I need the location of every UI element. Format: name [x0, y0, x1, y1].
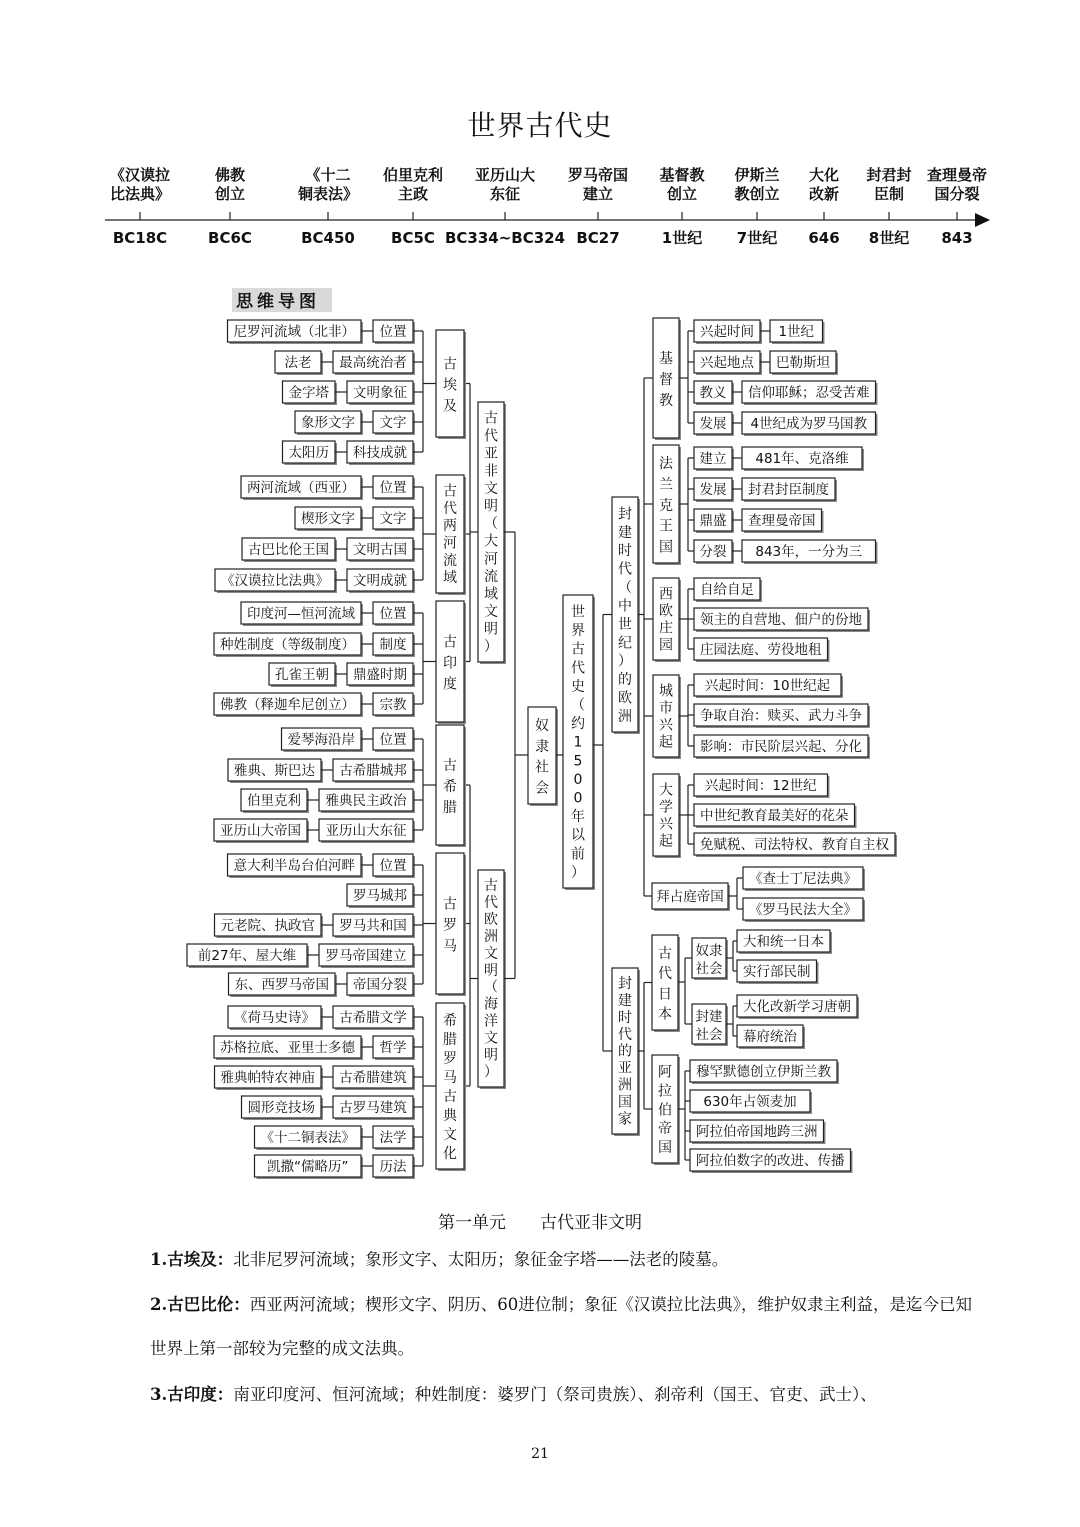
- subtopic: [692, 1004, 728, 1046]
- unit-title: 第一单元 古代亚非文明: [438, 1213, 642, 1233]
- timeline: [0, 150, 1080, 260]
- item-key-text: 位置: [379, 732, 407, 748]
- topic-1: [653, 445, 681, 565]
- mindmap-header: [232, 288, 332, 312]
- item-key: [319, 789, 415, 813]
- item-value: [743, 867, 865, 891]
- topic-3-text: 城市兴起: [659, 683, 673, 751]
- item-value: [690, 1149, 853, 1173]
- item-value: [269, 663, 337, 687]
- item-key-text: 古希腊城邦: [339, 763, 407, 779]
- item-value: [694, 833, 897, 857]
- timeline-event: [208, 166, 252, 247]
- paragraph-text: 北非尼罗河流域；象形文字、太阳历；象征金字塔——法老的陵墓。: [233, 1250, 729, 1269]
- item-key: [347, 441, 415, 465]
- item-value: [214, 819, 309, 843]
- item-value-text: 雅典帕特农神庙: [220, 1070, 315, 1086]
- item-value-text: 圆形竞技场: [247, 1100, 315, 1116]
- item-key: [319, 819, 415, 843]
- item-value: [228, 320, 364, 344]
- timeline-event-date: BC27: [576, 229, 620, 247]
- item-value-text: 481年、克洛维: [755, 451, 849, 467]
- topic-1-text: 法兰克王国: [659, 456, 673, 556]
- item-value-text: 免赋税、司法特权、教育自主权: [700, 837, 889, 853]
- paragraph-text: 西亚两河流域；楔形文字、阴历、60进位制；象征《汉谟拉比法典》，维护奴隶主利益，是迄今已知世界上第一部较为完整的成文法典。: [150, 1295, 972, 1358]
- item-value-text: 巴勒斯坦: [776, 355, 830, 371]
- item-key: [373, 854, 415, 878]
- item-value: [229, 973, 338, 997]
- civ-0-1: [436, 475, 466, 595]
- item-value: [742, 447, 864, 471]
- item-value: [770, 351, 838, 375]
- item-key: [694, 320, 762, 344]
- item-value: [295, 507, 363, 531]
- item-key: [373, 411, 415, 435]
- item-value: [255, 1126, 364, 1150]
- branch-left-0: [478, 402, 506, 664]
- item-value-text: 意大利半岛台伯河畔: [233, 858, 355, 874]
- item-key-text: 分裂: [699, 544, 727, 560]
- item-key-text: 兴起时间: [700, 324, 754, 340]
- subtopic-text-1: 封建: [695, 1009, 723, 1025]
- civ-1-2: [436, 1003, 466, 1171]
- item-value-text: 兴起时间：12世纪: [704, 778, 817, 794]
- paragraph-egypt: [150, 1238, 980, 1282]
- item-key-text: 罗马帝国建立: [325, 948, 407, 964]
- item-value-text: 封君封臣制度: [748, 482, 829, 498]
- item-value: [228, 1006, 323, 1030]
- item-key-text: 位置: [379, 858, 407, 874]
- item-value-text: 1世纪: [778, 324, 815, 340]
- item-key: [333, 914, 415, 938]
- civ-1-0: [436, 725, 466, 847]
- paragraph-label: 2.古巴比伦：: [150, 1295, 250, 1314]
- paragraph-label: 1.古埃及：: [150, 1250, 234, 1269]
- item-key-text: 法学: [379, 1130, 407, 1146]
- timeline-event-label: 伯里克利: [382, 166, 444, 184]
- timeline-event-label: 佛教: [214, 166, 246, 184]
- timeline-event: [110, 166, 170, 247]
- item-key: [347, 663, 415, 687]
- item-value-text: 兴起时间：10世纪起: [704, 678, 831, 694]
- topic-4-text: 大学兴起: [659, 782, 673, 850]
- timeline-event-date: BC6C: [208, 229, 252, 247]
- item-key-text: 制度: [379, 637, 407, 653]
- item-value: [283, 381, 338, 405]
- item-key: [694, 351, 762, 375]
- item-value-text: 伯里克利: [247, 793, 301, 809]
- item-key: [347, 538, 415, 562]
- item-key: [347, 569, 415, 593]
- item-value-text: 4世纪成为罗马国教: [750, 416, 868, 432]
- item-value: [742, 509, 824, 533]
- timeline-event-label: 大化: [808, 166, 840, 184]
- item-value: [694, 774, 830, 798]
- item-value-text: 自给自足: [700, 582, 754, 598]
- timeline-event-label: 国分裂: [934, 185, 980, 203]
- civ-0-2: [436, 601, 466, 724]
- topic-5: [652, 883, 730, 911]
- timeline-event-label: 罗马帝国: [567, 166, 629, 184]
- item-value-text: 尼罗河流域（北非）: [233, 324, 355, 340]
- item-key-text: 发展: [699, 482, 727, 498]
- item-value: [295, 411, 363, 435]
- timeline-event-label: 创立: [666, 185, 698, 203]
- item-key-text: 亚历山大东征: [325, 823, 407, 839]
- item-value: [690, 1120, 826, 1144]
- item-value: [215, 569, 337, 593]
- item-key: [333, 1096, 415, 1120]
- timeline-event-label: 创立: [214, 185, 246, 203]
- item-value-text: 《罗马民法大全》: [749, 902, 857, 918]
- item-key: [373, 1155, 415, 1179]
- timeline-event-date: 1世纪: [661, 229, 703, 247]
- item-key: [373, 693, 415, 717]
- item-value: [737, 930, 832, 954]
- item-key: [347, 381, 415, 405]
- item-value: [214, 693, 363, 717]
- item-value-text: 爱琴海沿岸: [287, 732, 355, 748]
- item-key: [333, 351, 415, 375]
- timeline-event: [866, 166, 911, 247]
- item-value: [214, 633, 363, 657]
- item-value-text: 影响：市民阶层兴起、分化: [700, 739, 862, 755]
- topic-arabia: [652, 1055, 680, 1165]
- item-key-text: 科技成就: [353, 445, 407, 461]
- item-value: [215, 914, 324, 938]
- timeline-event-date: 646: [808, 229, 840, 247]
- item-key: [373, 602, 415, 626]
- timeline-event: [734, 166, 779, 247]
- item-value-text: 种姓制度（等级制度）: [220, 637, 355, 653]
- item-key: [333, 1066, 415, 1090]
- timeline-event-date: BC450: [301, 229, 355, 247]
- item-value: [275, 351, 323, 375]
- timeline-event-label: 伊斯兰: [734, 166, 780, 184]
- item-value: [742, 540, 878, 564]
- item-value-text: 苏格拉底、亚里士多德: [220, 1040, 355, 1056]
- timeline-arrow: [975, 213, 990, 227]
- item-value-text: 《汉谟拉比法典》: [221, 573, 329, 589]
- civ-0-0: [436, 330, 466, 439]
- item-value: [737, 1025, 805, 1049]
- item-value-text: 佛教（释迦牟尼创立）: [220, 697, 355, 713]
- item-key: [694, 509, 734, 533]
- item-value: [737, 960, 819, 984]
- timeline-event-label: 亚历山大: [474, 166, 536, 184]
- item-value-text: 《荷马史诗》: [234, 1010, 315, 1026]
- subtopic: [692, 938, 728, 980]
- item-value-text: 印度河—恒河流域: [247, 606, 355, 622]
- item-key: [373, 1036, 415, 1060]
- item-key-text: 最高统治者: [339, 355, 407, 371]
- topic-2-text: 西欧庄园: [659, 586, 673, 654]
- item-key-text: 雅典民主政治: [325, 793, 407, 809]
- item-value: [214, 1036, 363, 1060]
- item-value: [241, 602, 363, 626]
- timeline-event-date: BC334~BC324: [444, 229, 566, 247]
- timeline-event: [808, 166, 839, 247]
- subtopic-text-2: 社会: [695, 1027, 723, 1043]
- topic-arabia-text: 阿拉伯帝国: [658, 1064, 672, 1156]
- timeline-event-label: 改新: [808, 185, 840, 203]
- item-key-text: 鼎盛: [699, 513, 727, 529]
- topic-japan-text: 古代日本: [658, 945, 672, 1023]
- item-value-text: 东、西罗马帝国: [234, 977, 329, 993]
- timeline-event-label: 教创立: [734, 185, 780, 203]
- item-value-text: 元老院、执政官: [220, 918, 315, 934]
- topic-0-text: 基督教: [659, 350, 673, 409]
- item-value-text: 争取自治：赎买、武力斗争: [700, 708, 862, 724]
- timeline-event: [568, 166, 628, 247]
- item-value-text: 凯撒“儒略历”: [267, 1159, 349, 1175]
- item-value: [694, 804, 857, 828]
- item-value: [742, 381, 878, 405]
- item-value-text: 领主的自营地、佃户的份地: [700, 612, 862, 628]
- item-value: [694, 735, 870, 759]
- item-value: [742, 478, 837, 502]
- timeline-event-date: 8世纪: [868, 229, 910, 247]
- civ-1-1-text: 古罗马: [443, 896, 457, 955]
- item-value-text: 亚历山大帝国: [220, 823, 301, 839]
- item-key: [347, 884, 415, 908]
- item-key-text: 教义: [699, 385, 727, 401]
- item-value: [215, 1066, 324, 1090]
- item-key-text: 鼎盛时期: [353, 667, 407, 683]
- topic-0: [653, 318, 681, 440]
- item-value: [694, 704, 870, 728]
- item-key: [347, 973, 415, 997]
- topic-3: [653, 675, 681, 759]
- branch-left-1-text: 古代欧洲文明（海洋文明）: [484, 878, 498, 1081]
- root-node-text: 世界古代史（约 1 5 0 0 年以前）: [571, 604, 585, 881]
- era-node: [528, 707, 558, 806]
- item-key-text: 罗马共和国: [339, 918, 407, 934]
- item-key-text: 哲学: [379, 1040, 407, 1056]
- timeline-event-label: 《十二: [305, 166, 351, 184]
- civ-0-1-text: 古代两河流域: [443, 483, 457, 587]
- item-key-text: 位置: [379, 480, 407, 496]
- item-value-text: 前27年、屋大维: [197, 948, 297, 964]
- mind-map: [0, 280, 1080, 1200]
- item-key: [694, 447, 734, 471]
- item-value-text: 阿拉伯帝国地跨三洲: [696, 1124, 818, 1140]
- item-key-text: 文明象征: [353, 385, 407, 401]
- timeline-event: [383, 166, 443, 247]
- item-value-text: 阿拉伯数字的改进、传播: [696, 1153, 845, 1169]
- item-value: [187, 944, 309, 968]
- item-key: [373, 633, 415, 657]
- item-value: [242, 1096, 324, 1120]
- item-value: [694, 674, 843, 698]
- timeline-event-label: 比法典》: [109, 185, 171, 203]
- timeline-event-date: BC18C: [112, 229, 168, 247]
- item-value-text: 穆罕默德创立伊斯兰教: [696, 1064, 831, 1080]
- timeline-event: [445, 166, 565, 247]
- item-key: [333, 759, 415, 783]
- item-value: [241, 476, 363, 500]
- timeline-event-date: 843: [941, 229, 973, 247]
- item-key: [333, 1006, 415, 1030]
- item-key: [319, 944, 415, 968]
- item-key-text: 文明成就: [353, 573, 407, 589]
- item-value-text: 象形文字: [301, 415, 355, 431]
- item-value-text: 幕府统治: [743, 1029, 797, 1045]
- item-key-text: 位置: [379, 324, 407, 340]
- topic-4: [653, 774, 681, 858]
- item-value: [690, 1060, 839, 1084]
- timeline-event-label: 铜表法》: [297, 185, 359, 203]
- item-key-text: 建立: [699, 451, 727, 467]
- item-value: [694, 638, 830, 662]
- item-value: [242, 538, 337, 562]
- item-key: [694, 412, 734, 436]
- paragraph-babylon: [150, 1283, 980, 1371]
- civ-1-1: [436, 853, 466, 996]
- item-key-text: 帝国分裂: [353, 977, 407, 993]
- item-value-text: 楔形文字: [301, 511, 355, 527]
- item-value-text: 金字塔: [288, 385, 329, 401]
- branch-left-1: [478, 870, 506, 1089]
- item-value-text: 《查士丁尼法典》: [749, 871, 857, 887]
- paragraph-india: [150, 1373, 980, 1417]
- item-key-text: 文明古国: [353, 542, 407, 558]
- branch-right-0: [612, 497, 640, 734]
- item-value-text: 庄园法庭、劳役地租: [700, 642, 822, 658]
- item-key-text: 古罗马建筑: [339, 1100, 407, 1116]
- item-value: [283, 441, 338, 465]
- item-key-text: 发展: [699, 416, 727, 432]
- item-key: [373, 476, 415, 500]
- item-value: [770, 320, 825, 344]
- item-value: [743, 898, 865, 922]
- item-value: [241, 789, 309, 813]
- subtopic-text-2: 社会: [695, 961, 723, 977]
- item-key-text: 兴起地点: [700, 355, 754, 371]
- item-value-text: 查理曼帝国: [748, 513, 816, 529]
- branch-left-0-text: 古代亚非文明（大河流域文明）: [484, 410, 498, 656]
- timeline-event-label: 主政: [397, 185, 429, 203]
- civ-1-0-text: 古希腊: [443, 757, 457, 816]
- timeline-event: [659, 166, 705, 247]
- item-value-text: 两河流域（西亚）: [247, 480, 355, 496]
- item-value-text: 信仰耶稣；忍受苦难: [748, 385, 870, 401]
- item-value-text: 630年占领麦加: [703, 1094, 797, 1110]
- timeline-event-date: 7世纪: [736, 229, 778, 247]
- item-value: [255, 1155, 364, 1179]
- paragraph-text: 南亚印度河、恒河流域；种姓制度：婆罗门（祭司贵族）、刹帝利（国王、官吏、武士）、: [233, 1385, 877, 1404]
- civ-0-0-text: 古埃及: [443, 356, 457, 415]
- item-key: [694, 381, 734, 405]
- item-value-text: 法老: [284, 355, 312, 371]
- item-value-text: 大化改新学习唐朝: [743, 999, 851, 1015]
- page-number: 21: [531, 1446, 549, 1462]
- item-value: [737, 995, 859, 1019]
- item-value-text: 843年，一分为三: [755, 544, 863, 560]
- item-key-text: 罗马城邦: [353, 888, 407, 904]
- item-key-text: 文字: [379, 415, 407, 431]
- item-value-text: 古巴比伦王国: [248, 542, 329, 558]
- item-value: [690, 1090, 812, 1114]
- timeline-event-label: 建立: [582, 185, 614, 203]
- item-value: [694, 608, 870, 632]
- item-key-text: 宗教: [379, 697, 407, 713]
- item-key: [694, 478, 734, 502]
- civ-0-2-text: 古印度: [443, 634, 457, 693]
- subtopic-text-1: 奴隶: [695, 943, 723, 959]
- item-value: [694, 578, 762, 602]
- item-value-text: 太阳历: [288, 445, 329, 461]
- timeline-event: [927, 166, 987, 247]
- timeline-event: [297, 166, 358, 247]
- timeline-event-label: 查理曼帝: [926, 166, 988, 184]
- timeline-event-label: 东征: [489, 185, 521, 203]
- item-value-text: 《十二铜表法》: [260, 1130, 355, 1146]
- item-value: [228, 854, 364, 878]
- item-value-text: 大和统一日本: [743, 934, 824, 950]
- item-value: [282, 728, 364, 752]
- timeline-event-label: 封君封: [866, 166, 912, 184]
- item-key-text: 历法: [379, 1159, 407, 1175]
- root-node: [563, 595, 595, 890]
- topic-5-text: 拜占庭帝国: [656, 889, 724, 905]
- item-key: [373, 728, 415, 752]
- item-key: [373, 1126, 415, 1150]
- item-value-text: 孔雀王朝: [275, 667, 329, 683]
- item-key: [373, 320, 415, 344]
- item-value: [228, 759, 323, 783]
- item-value-text: 雅典、斯巴达: [234, 763, 315, 779]
- topic-2: [653, 578, 681, 662]
- paragraph-label: 3.古印度：: [150, 1385, 234, 1404]
- era-node-text: 奴隶社会: [535, 718, 549, 797]
- branch-right-0-text: 封建时代（中世纪）的欧洲: [618, 506, 632, 725]
- timeline-event-label: 臣制: [873, 185, 905, 203]
- item-value-text: 实行部民制: [743, 964, 811, 980]
- timeline-event-date: BC5C: [391, 229, 435, 247]
- item-key: [373, 507, 415, 531]
- topic-japan: [652, 935, 680, 1032]
- item-key-text: 位置: [379, 606, 407, 622]
- item-value: [742, 412, 878, 436]
- item-key: [694, 540, 734, 564]
- item-key-text: 古希腊建筑: [339, 1070, 407, 1086]
- civ-1-2-text: 希腊罗马古典文化: [443, 1012, 457, 1162]
- item-key-text: 文字: [379, 511, 407, 527]
- page-title: 世界古代史: [467, 109, 613, 142]
- timeline-event-label: 《汉谟拉: [109, 166, 171, 184]
- mindmap-header-text: 思维导图: [236, 292, 320, 312]
- item-key-text: 古希腊文学: [339, 1010, 407, 1026]
- branch-right-1: [612, 968, 640, 1136]
- timeline-event-label: 基督教: [659, 166, 705, 184]
- item-value-text: 中世纪教育最美好的花朵: [700, 808, 849, 824]
- branch-right-1-text: 封建时代的亚洲国家: [618, 976, 632, 1128]
